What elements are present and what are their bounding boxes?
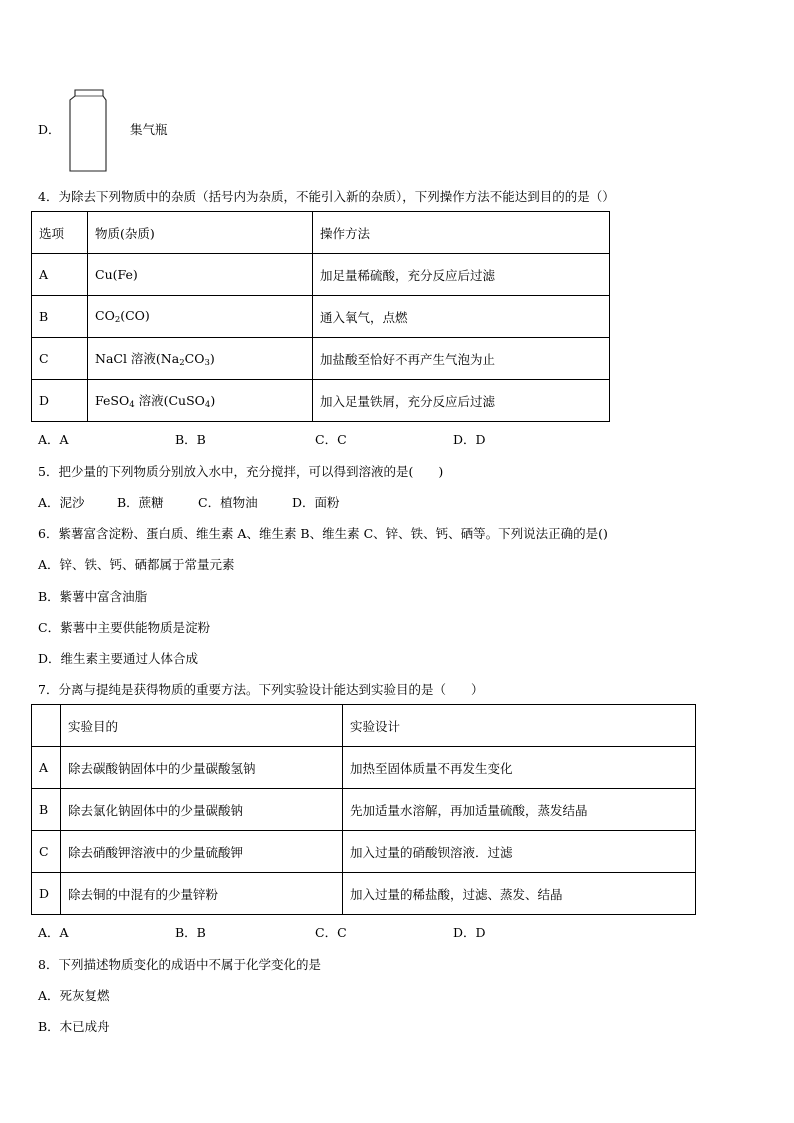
q4-row-option: B xyxy=(32,296,88,338)
q5-option-a[interactable]: A．泥沙 xyxy=(38,495,85,510)
gas-jar-icon xyxy=(67,86,111,172)
q5-options xyxy=(38,493,340,511)
table-row xyxy=(32,296,610,338)
table-row xyxy=(32,380,610,422)
table-row xyxy=(32,873,696,915)
q7-options xyxy=(38,923,486,941)
q7-option-d[interactable]: D．D xyxy=(453,925,486,940)
table-row xyxy=(32,212,610,254)
q3-option-d-letter: D． xyxy=(38,122,61,137)
q4-row-method: 通入氧气，点燃 xyxy=(313,296,610,338)
q5-option-c[interactable]: C．植物油 xyxy=(198,495,258,510)
q4-header-option: 选项 xyxy=(32,212,88,254)
q4-option-c[interactable]: C．C xyxy=(315,432,347,447)
q7-row-option: C xyxy=(32,831,61,873)
q7-option-a[interactable]: A．A xyxy=(38,925,69,940)
q3-option-d-label: 集气瓶 xyxy=(130,122,168,137)
q6-option-d[interactable]: D．维生素主要通过人体合成 xyxy=(38,651,199,666)
q6-option-a[interactable]: A．锌、铁、钙、硒都属于常量元素 xyxy=(38,557,235,572)
q6-stem: 6．紫薯富含淀粉、蛋白质、维生素 A、维生素 B、维生素 C、锌、铁、钙、硒等。下列说法正确的是() xyxy=(38,526,608,541)
q4-header-method: 操作方法 xyxy=(313,212,610,254)
table-row xyxy=(32,747,696,789)
q4-row-substance: $CO_2(CO)$ xyxy=(88,296,313,338)
q7-header-design: 实验设计 xyxy=(343,705,696,747)
q8-option-a[interactable]: A．死灰复燃 xyxy=(38,988,110,1003)
q4-option-d[interactable]: D．D xyxy=(453,432,486,447)
q4-row-substance: Cu(Fe) xyxy=(88,254,313,296)
q4-row-option: D xyxy=(32,380,88,422)
q4-table xyxy=(31,211,610,422)
q4-options xyxy=(38,430,486,448)
q7-option-b[interactable]: B．B xyxy=(175,925,206,940)
q5-option-d[interactable]: D．面粉 xyxy=(292,495,340,510)
q4-row-option: A xyxy=(32,254,88,296)
q4-row-method: 加足量稀硫酸，充分反应后过滤 xyxy=(313,254,610,296)
q8-stem: 8．下列描述物质变化的成语中不属于化学变化的是 xyxy=(38,957,321,972)
q8-option-b[interactable]: B．木已成舟 xyxy=(38,1019,110,1034)
q7-header-purpose: 实验目的 xyxy=(61,705,343,747)
q7-row-design: 先加适量水溶解，再加适量硫酸，蒸发结晶 xyxy=(343,789,696,831)
table-row xyxy=(32,831,696,873)
table-row xyxy=(32,789,696,831)
q7-row-option: A xyxy=(32,747,61,789)
table-row xyxy=(32,705,696,747)
q4-stem: 4．为除去下列物质中的杂质（括号内为杂质，不能引入新的杂质），下列操作方法不能达到目的的是（） xyxy=(38,189,615,204)
q7-option-c[interactable]: C．C xyxy=(315,925,347,940)
q7-row-option: B xyxy=(32,789,61,831)
q4-row-option: C xyxy=(32,338,88,380)
q4-row-method: 加入足量铁屑，充分反应后过滤 xyxy=(313,380,610,422)
q7-row-purpose: 除去氯化钠固体中的少量碳酸钠 xyxy=(61,789,343,831)
q7-row-purpose: 除去碳酸钠固体中的少量碳酸氢钠 xyxy=(61,747,343,789)
q6-option-c[interactable]: C．紫薯中主要供能物质是淀粉 xyxy=(38,620,211,635)
q5-option-b[interactable]: B．蔗糖 xyxy=(117,495,164,510)
q7-table xyxy=(31,704,696,915)
q4-option-a[interactable]: A．A xyxy=(38,432,69,447)
q6-option-b[interactable]: B．紫薯中富含油脂 xyxy=(38,589,148,604)
q5-stem: 5．把少量的下列物质分别放入水中，充分搅拌，可以得到溶液的是( ) xyxy=(38,464,444,479)
q4-row-method: 加盐酸至恰好不再产生气泡为止 xyxy=(313,338,610,380)
table-row xyxy=(32,338,610,380)
q4-header-substance: 物质(杂质) xyxy=(88,212,313,254)
q4-option-b[interactable]: B．B xyxy=(175,432,206,447)
q7-row-purpose: 除去硝酸钾溶液中的少量硫酸钾 xyxy=(61,831,343,873)
q7-row-design: 加入过量的硝酸钡溶液．过滤 xyxy=(343,831,696,873)
q7-row-design: 加热至固体质量不再发生变化 xyxy=(343,747,696,789)
q7-stem: 7．分离与提纯是获得物质的重要方法。下列实验设计能达到实验目的是（ ） xyxy=(38,682,484,697)
q4-row-substance: FeSO$_4$ 溶液(CuSO$_4$) xyxy=(88,380,313,422)
q7-header-option xyxy=(32,705,61,747)
table-row xyxy=(32,254,610,296)
q7-row-design: 加入过量的稀盐酸，过滤、蒸发、结晶 xyxy=(343,873,696,915)
q4-row-substance: NaCl 溶液$(Na_2CO_3)$ xyxy=(88,338,313,380)
q7-row-option: D xyxy=(32,873,61,915)
q7-row-purpose: 除去铜的中混有的少量锌粉 xyxy=(61,873,343,915)
